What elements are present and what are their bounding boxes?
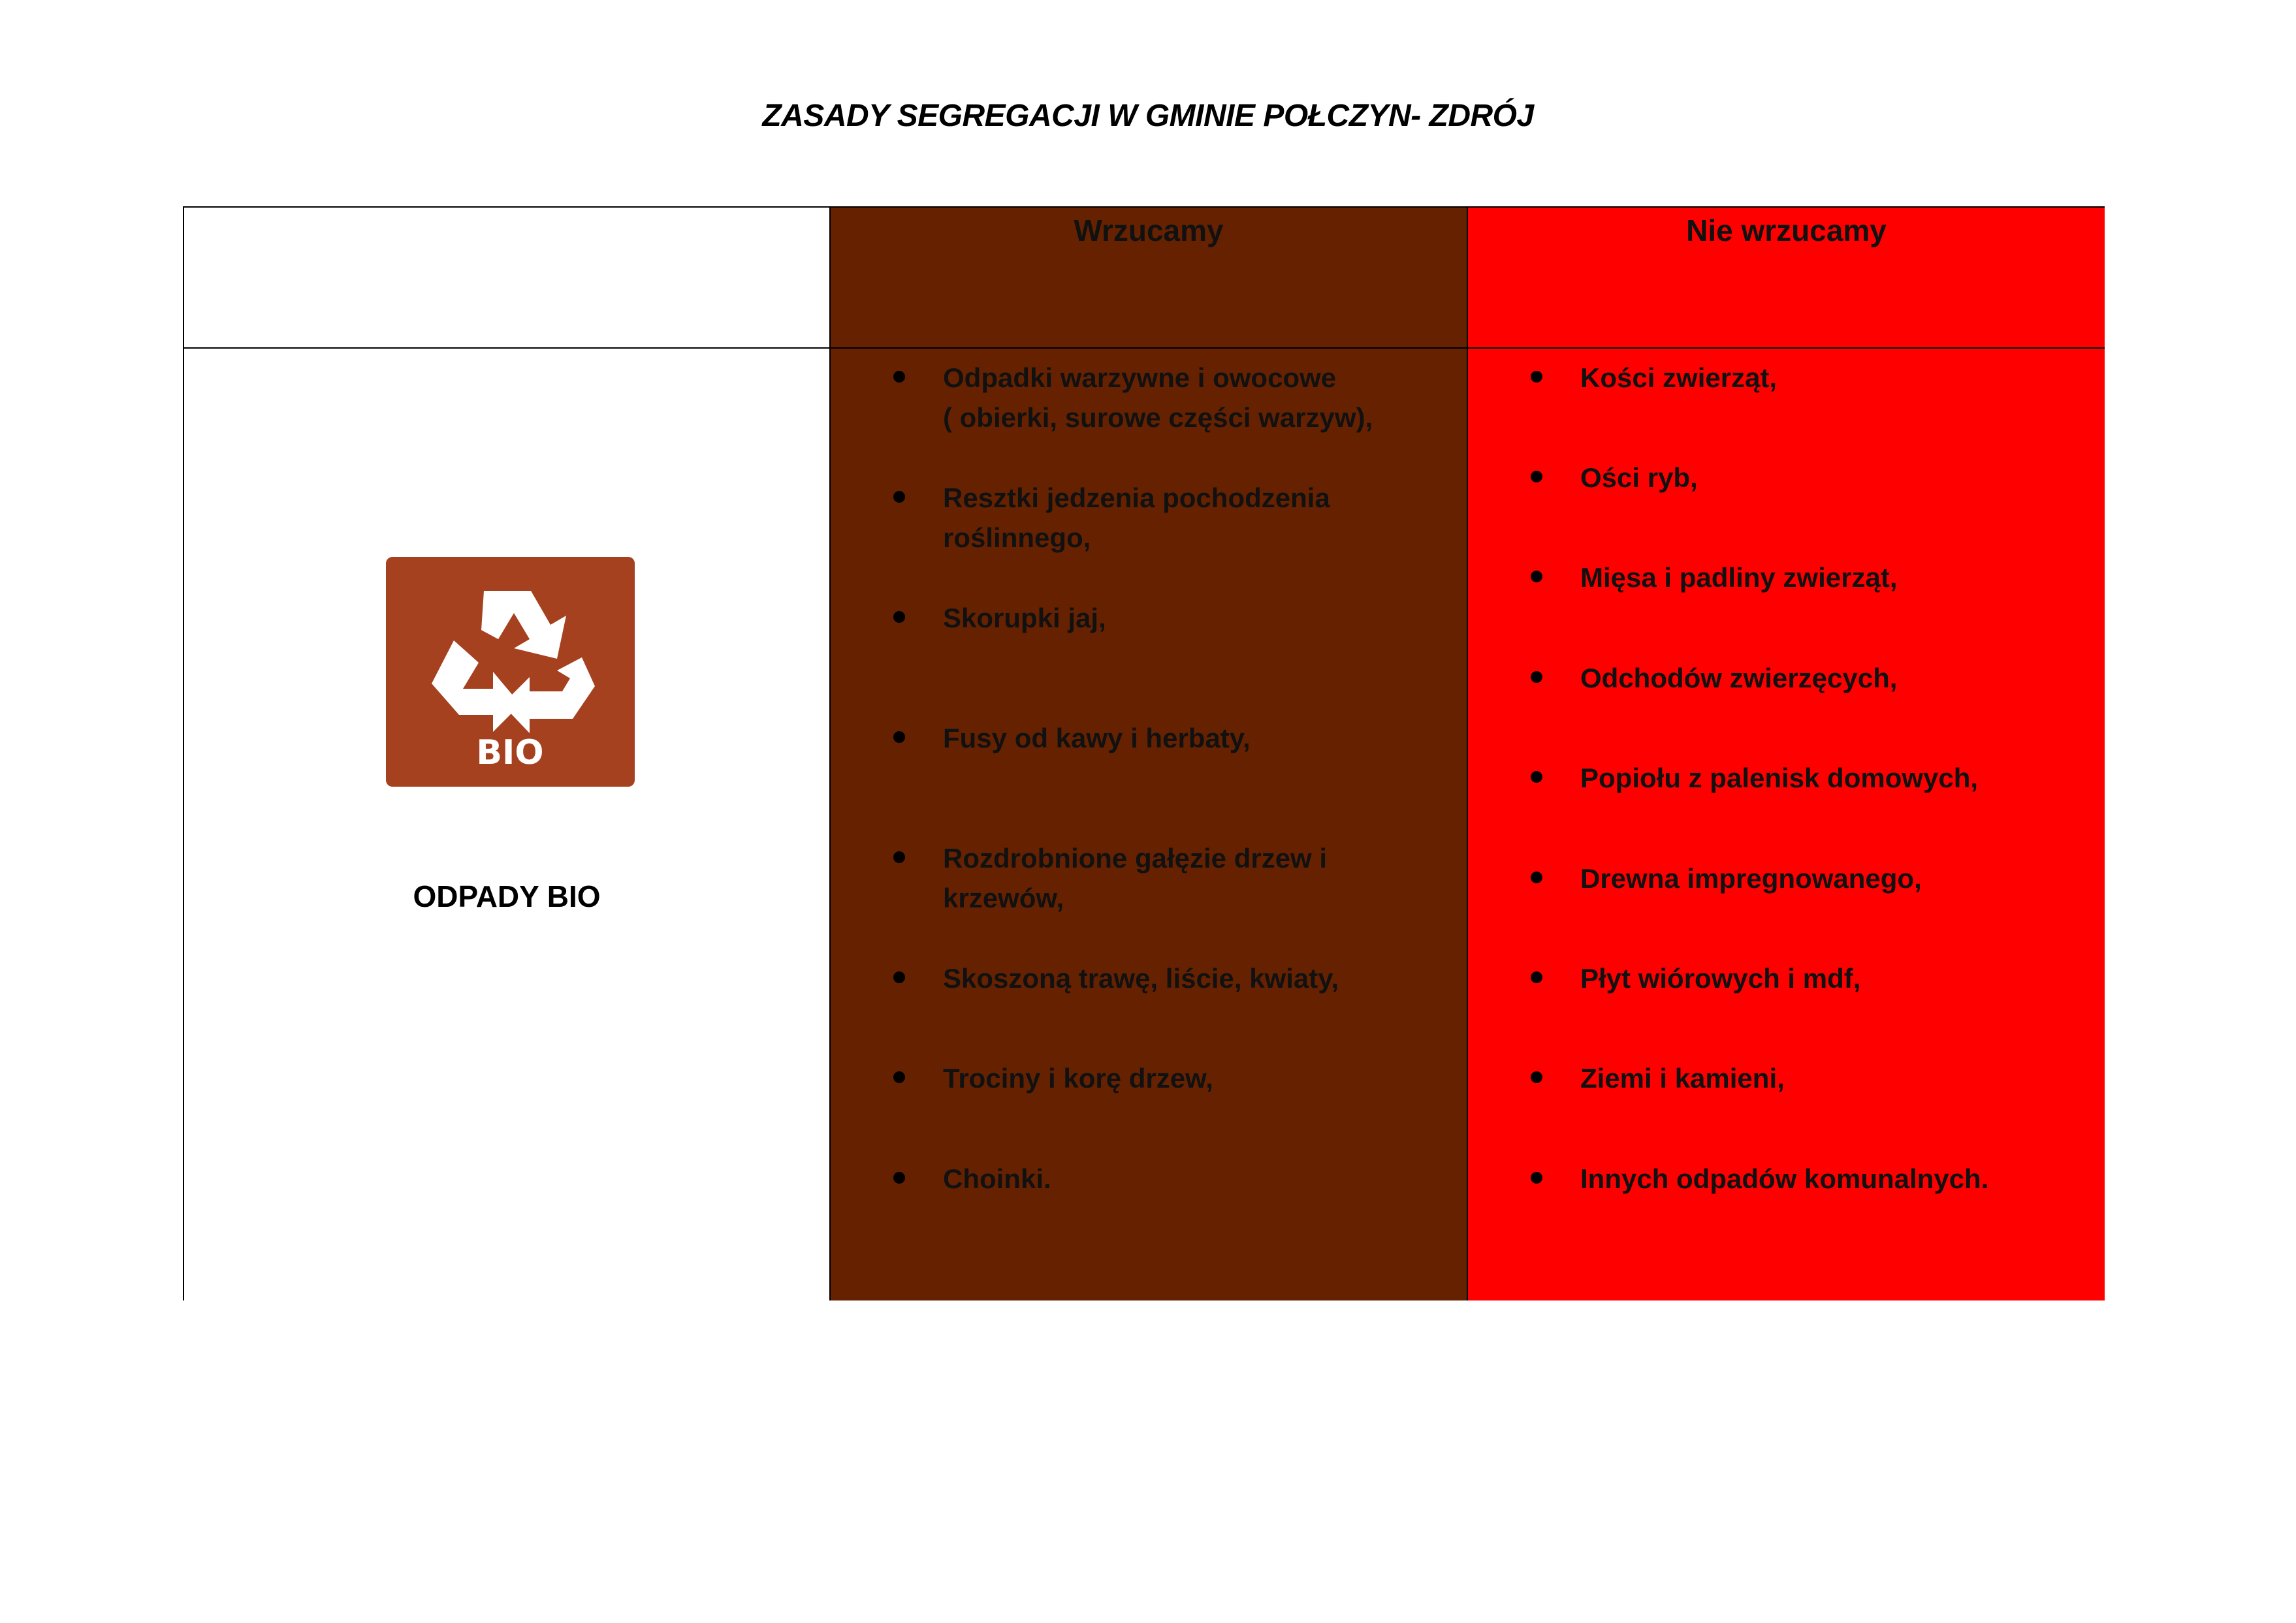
list-item: Ości ryb, (1580, 458, 2077, 497)
bullet-icon (893, 971, 905, 983)
bullet-icon (1531, 671, 1542, 683)
list-item: Innych odpadów komunalnych. (1580, 1159, 2077, 1199)
list-item: Rozdrobnione gałęzie drzew i krzewów, (943, 838, 1439, 918)
bullet-icon (1531, 1172, 1542, 1184)
list-item: Odchodów zwierzęcych, (1580, 658, 2077, 698)
list-item: Fusy od kawy i herbaty, (943, 718, 1439, 758)
bullet-icon (1531, 771, 1542, 783)
bullet-icon (1531, 571, 1542, 582)
not-allowed-header-cell (1467, 208, 2105, 349)
bullet-icon (1531, 471, 1542, 482)
bullet-icon (1531, 872, 1542, 883)
bio-badge-text: BIO (476, 733, 544, 772)
bio-recycling-icon (386, 557, 635, 787)
category-cell (184, 349, 829, 1300)
document-title: ZASADY SEGREGACJI W GMINIE POŁCZYN- ZDRÓJ (762, 99, 1534, 133)
bullet-icon (1531, 371, 1542, 383)
allowed-header-cell (829, 208, 1467, 349)
segregation-table (183, 206, 2105, 1300)
list-item: Choinki. (943, 1159, 1439, 1199)
bullet-icon (893, 491, 905, 503)
not-allowed-heading: Nie wrzucamy (1686, 213, 1887, 247)
list-item: Trociny i korę drzew, (943, 1058, 1439, 1098)
list-item: Popiołu z palenisk domowych, (1580, 758, 2077, 798)
bullet-icon (893, 1071, 905, 1083)
list-item: Skoszoną trawę, liście, kwiaty, (943, 958, 1439, 998)
bullet-icon (893, 731, 905, 743)
bullet-icon (893, 371, 905, 383)
list-item: Mięsa i padliny zwierząt, (1580, 558, 2077, 597)
list-item: Kości zwierząt, (1580, 358, 2077, 398)
bullet-icon (893, 851, 905, 863)
allowed-heading: Wrzucamy (1074, 213, 1224, 247)
header-empty-cell (184, 208, 829, 349)
not-allowed-items-cell (1467, 349, 2105, 1300)
list-item: Drewna impregnowanego, (1580, 859, 2077, 898)
list-item: Resztki jedzenia pochodzenia roślinnego, (943, 478, 1439, 558)
bullet-icon (1531, 971, 1542, 983)
bullet-icon (893, 611, 905, 623)
list-item: Skorupki jaj, (943, 598, 1439, 638)
category-label: ODPADY BIO (413, 879, 601, 913)
bullet-icon (893, 1172, 905, 1184)
list-item: Odpadki warzywne i owocowe ( obierki, surowe części warzyw), (943, 358, 1439, 437)
bullet-icon (1531, 1071, 1542, 1083)
list-item: Ziemi i kamieni, (1580, 1058, 2077, 1098)
allowed-items-cell (829, 349, 1467, 1300)
list-item: Płyt wiórowych i mdf, (1580, 958, 2077, 998)
